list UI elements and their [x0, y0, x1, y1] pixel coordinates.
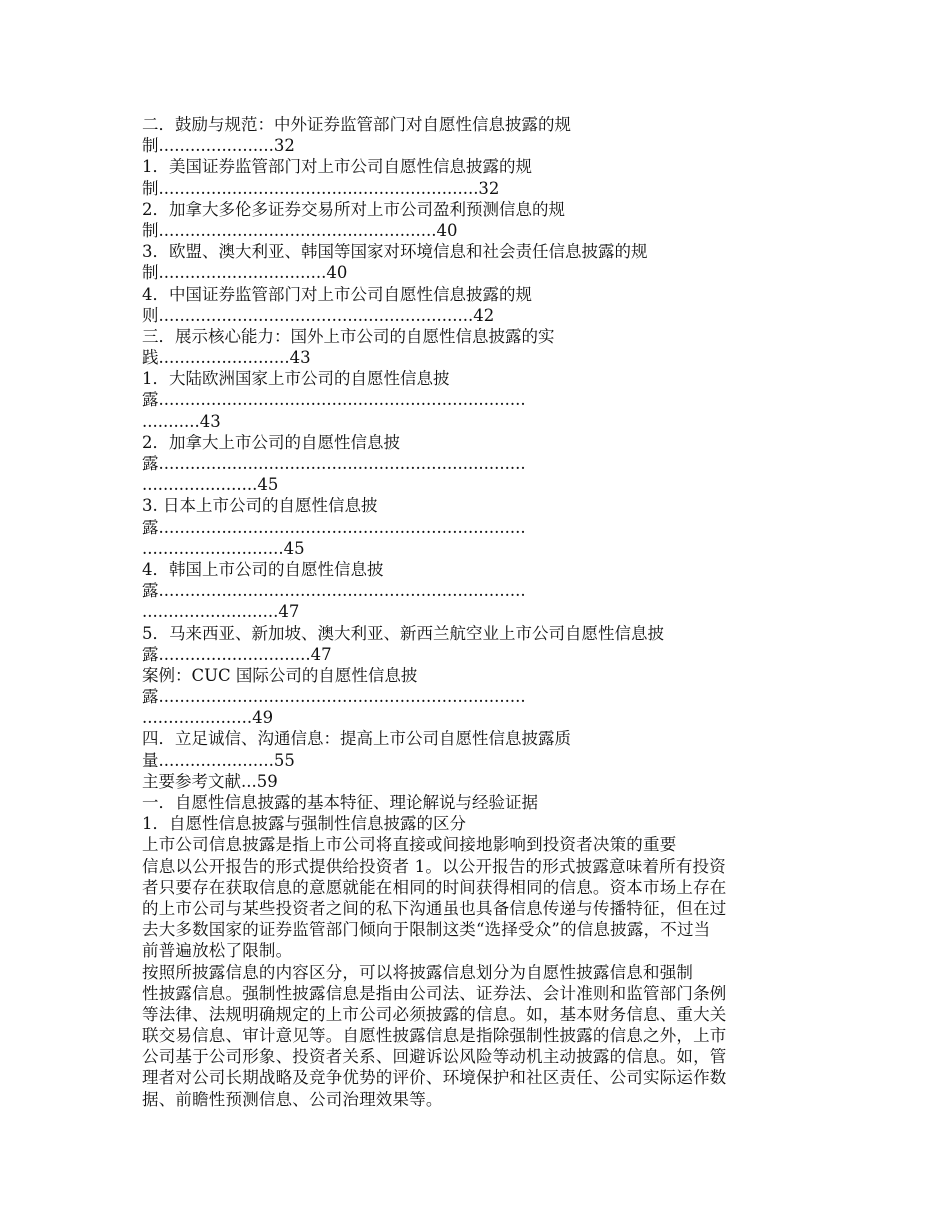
paragraph-line: 前普遍放松了限制。: [142, 941, 293, 961]
toc-entry[interactable]: [142, 368, 810, 432]
paragraph-line: 据、前瞻性预测信息、公司治理效果等。: [142, 1089, 443, 1109]
subsection-heading: 1．自愿性信息披露与强制性信息披露的区分: [142, 814, 466, 834]
paragraph: [142, 962, 810, 1110]
toc-entry-title: 3. 日本上市公司的自愿性信息披: [142, 496, 378, 516]
toc-entry-leader: 制......................32: [142, 136, 295, 156]
toc-entry-leader: 露......................................................................: [142, 517, 526, 537]
toc-entry-leader: .....................49: [142, 708, 274, 728]
toc-entry-leader: ......................45: [142, 475, 279, 495]
toc-entry-title: 1．美国证券监管部门对上市公司自愿性信息披露的规: [142, 157, 532, 177]
paragraph-line: 性披露信息。强制性披露信息是指由公司法、证券法、会计准则和监管部门条例: [142, 983, 727, 1003]
paragraph: [142, 834, 810, 961]
toc-entry-leader: ...........................45: [142, 538, 305, 558]
table-of-contents: [142, 114, 810, 792]
paragraph-line: 的上市公司与某些投资者之间的私下沟通虽也具备信息传递与传播特征，但在过: [142, 898, 727, 918]
toc-entry[interactable]: [142, 728, 810, 770]
toc-entry-leader: 露......................................................................: [142, 687, 526, 707]
toc-entry-title: 3．欧盟、澳大利亚、韩国等国家对环境信息和社会责任信息披露的规: [142, 242, 648, 262]
toc-entry-leader: 量......................55: [142, 750, 295, 770]
paragraph-line: 信息以公开报告的形式提供给投资者 1。以公开报告的形式披露意味着所有投资: [142, 856, 726, 876]
toc-entry-title: 4．韩国上市公司的自愿性信息披: [142, 559, 384, 579]
toc-entry[interactable]: [142, 432, 810, 496]
toc-entry-title: 三．展示核心能力：国外上市公司的自愿性信息披露的实: [142, 326, 555, 346]
toc-entry-leader: 践.........................43: [142, 348, 311, 368]
toc-entry-leader: ..........................47: [142, 602, 300, 622]
document-page: [142, 114, 810, 1110]
toc-entry[interactable]: [142, 199, 810, 241]
toc-entry[interactable]: [142, 623, 810, 665]
paragraph-line: 理者对公司长期战略及竞争优势的评价、环境保护和社区责任、公司实际运作数: [142, 1068, 727, 1088]
toc-entry-leader: 制.............................................................32: [142, 178, 500, 198]
paragraph-line: 者只要存在获取信息的意愿就能在相同的时间获得相同的信息。资本市场上存在: [142, 877, 727, 897]
toc-entry-title: 二．鼓励与规范：中外证券监管部门对自愿性信息披露的规: [142, 115, 571, 134]
toc-entry-title: 2．加拿大上市公司的自愿性信息披: [142, 432, 400, 452]
toc-entry[interactable]: [142, 559, 810, 623]
paragraph-line: 上市公司信息披露是指上市公司将直接或间接地影响到投资者决策的重要: [142, 835, 677, 855]
toc-entry-leader: 露......................................................................: [142, 581, 526, 601]
toc-entry-title: 案例：CUC 国际公司的自愿性信息披: [142, 665, 418, 685]
toc-entry[interactable]: [142, 326, 810, 368]
toc-entry[interactable]: [142, 284, 810, 326]
toc-entry-leader: ...........43: [142, 411, 221, 431]
toc-entry-leader: 则............................................................42: [142, 305, 495, 325]
toc-entry-leader: 露......................................................................: [142, 390, 526, 410]
toc-entry[interactable]: [142, 495, 810, 559]
toc-entry[interactable]: [142, 665, 810, 729]
paragraph-line: 按照所披露信息的内容区分，可以将披露信息划分为自愿性披露信息和强制: [142, 962, 694, 982]
section-heading: 一．自愿性信息披露的基本特征、理论解说与经验证据: [142, 793, 538, 812]
toc-entry[interactable]: [142, 771, 810, 792]
toc-entry-title: 四．立足诚信、沟通信息：提高上市公司自愿性信息披露质: [142, 729, 571, 749]
toc-entry-leader: 制................................40: [142, 263, 348, 283]
toc-entry-title: 4．中国证券监管部门对上市公司自愿性信息披露的规: [142, 284, 532, 304]
paragraph-line: 等法律、法规明确规定的上市公司必须披露的信息。如，基本财务信息、重大关: [142, 1004, 727, 1024]
toc-entry-title: 5．马来西亚、新加坡、澳大利亚、新西兰航空业上市公司自愿性信息披: [142, 623, 664, 643]
body-text: [142, 834, 810, 1109]
toc-entry[interactable]: [142, 156, 810, 198]
toc-entry-title: 2．加拿大多伦多证券交易所对上市公司盈利预测信息的规: [142, 199, 565, 219]
toc-entry[interactable]: [142, 241, 810, 283]
toc-entry-title: 1．大陆欧洲国家上市公司的自愿性信息披: [142, 369, 450, 389]
paragraph-line: 去大多数国家的证券监管部门倾向于限制这类“选择受众”的信息披露，不过当: [142, 920, 711, 940]
paragraph-line: 联交易信息、审计意见等。自愿性披露信息是指除强制性披露的信息之外，上市: [142, 1026, 727, 1046]
toc-entry-title: 主要参考文献...59: [142, 771, 278, 791]
toc-entry-leader: 露.............................47: [142, 644, 332, 664]
toc-entry[interactable]: [142, 114, 810, 156]
toc-entry-leader: 露......................................................................: [142, 454, 526, 473]
paragraph-line: 公司基于公司形象、投资者关系、回避诉讼风险等动机主动披露的信息。如，管: [142, 1047, 727, 1067]
toc-entry-leader: 制.....................................................40: [142, 220, 458, 240]
